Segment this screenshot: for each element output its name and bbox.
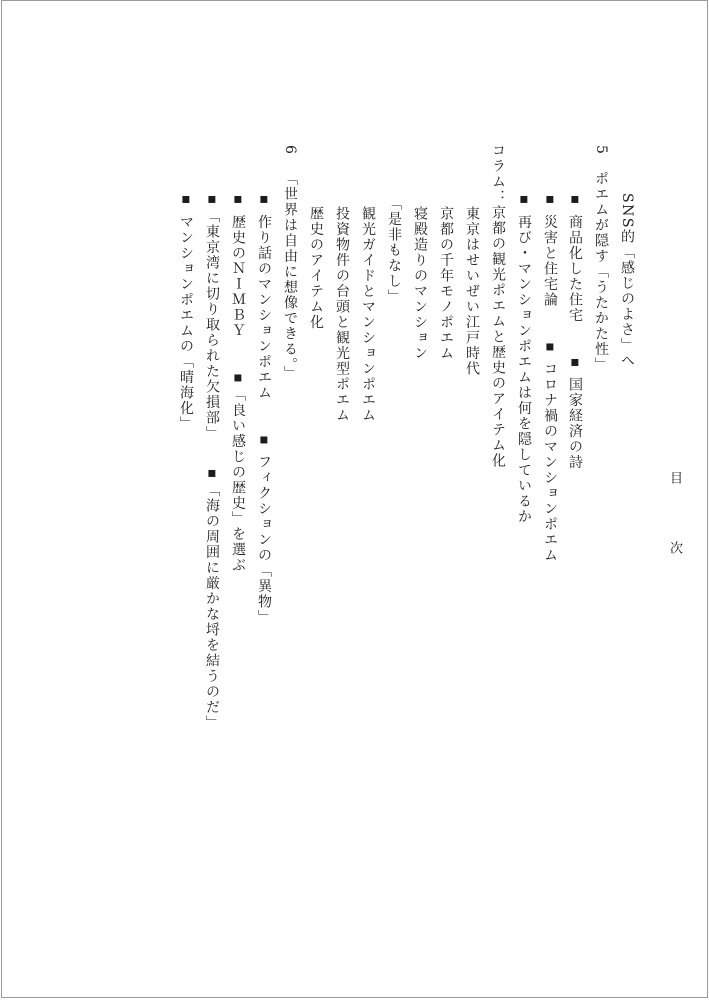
chapter-number: 6 <box>282 145 298 156</box>
book-page <box>1 0 708 998</box>
toc-entry: 観光ガイドとマンションポエム <box>360 206 376 423</box>
column-title: コラム：京都の観光ポエムと歴史のアイテム化 <box>490 143 506 469</box>
toc-entry: ▪ 商品化した住宅 ▪ 国家経済の詩 <box>567 191 583 471</box>
toc-entry: 「是非もなし」 <box>386 196 402 305</box>
toc-entry: ▪ 再び・マンションポエムは何を隠しているか <box>516 191 532 525</box>
toc-entry: ▪ 歴史のＮＩＭＢＹ ▪「良い感じの歴史」を選ぶ <box>230 191 246 573</box>
toc-entry: 歴史のアイテム化 <box>308 206 324 330</box>
toc-entry: 東京はせいぜい江戸時代 <box>464 206 480 377</box>
toc-entry: ▪ マンションポエムの「晴海化」 <box>178 191 194 432</box>
chapter-number: 5 <box>593 145 609 156</box>
toc-entry: ▪ 災害と住宅論 ▪ コロナ禍のマンションポエム <box>542 191 558 564</box>
toc-entry: SNS的「感じのよさ」へ <box>619 193 635 369</box>
toc-title: 目 次 <box>667 471 682 576</box>
toc-entry: ▪「東京湾に切り取られた欠損部」 ▪「海の周囲に厳かな埒を結うのだ」 <box>204 191 220 731</box>
toc-entry: 寝殿造りのマンション <box>412 206 428 361</box>
chapter-title: 「世界は自由に想像できる。」 <box>282 171 298 381</box>
chapter-title: ポエムが隠す「うたかた性」 <box>593 171 609 373</box>
toc-entry: 投資物件の台頭と観光型ポエム <box>334 206 350 423</box>
toc-entry: 京都の千年モノポエム <box>438 206 454 361</box>
toc-entry: ▪ 作り話のマンションポエム ▪ フィクションの「異物」 <box>256 191 272 626</box>
